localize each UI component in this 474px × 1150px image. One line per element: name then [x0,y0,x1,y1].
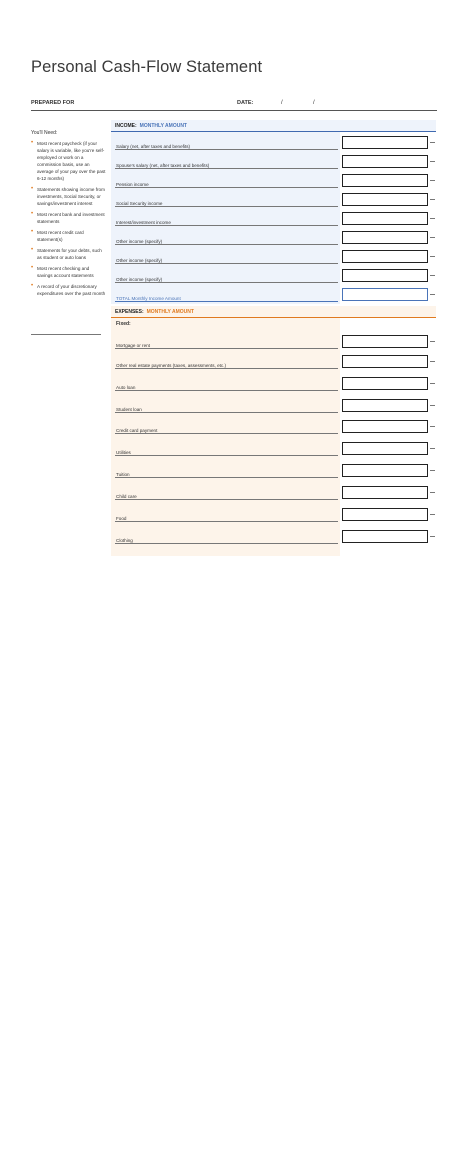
expenses-heading: EXPENSES: MONTHLY AMOUNT [115,309,194,315]
bullet-icon: • [31,140,34,146]
expense-row: Tuition [111,463,436,479]
prepared-for-line [31,110,437,111]
amount-input[interactable] [342,464,428,477]
amount-input[interactable] [342,486,428,499]
amount-input[interactable] [342,231,428,244]
needs-divider [31,334,101,335]
amount-input[interactable] [342,335,428,348]
needs-item: • Statements for your debts, such as student or auto loans [31,247,102,260]
expense-row: Mortgage or rent [111,334,436,350]
prepared-for-label: PREPARED FOR [31,100,75,106]
income-total-row: TOTAL Monthly Income Amount [111,287,436,303]
needs-item: • Most recent checking and savings account statements [31,265,94,278]
bullet-icon: • [31,229,34,235]
income-row: Social Security income [111,192,436,208]
amount-input[interactable] [342,355,428,368]
income-row: Salary (net, after taxes and benefits) [111,135,436,151]
amount-input[interactable] [342,442,428,455]
needs-item: • Most recent paycheck (if your salary is variable, like you're self-employed or work on a commission basis, use an average of your pay over the past 6-12 months) [31,140,106,181]
amount-input[interactable] [342,136,428,149]
amount-input[interactable] [342,377,428,390]
amount-input[interactable] [342,174,428,187]
date-slash-1: / [281,100,283,106]
amount-input[interactable] [342,420,428,433]
income-row: Spouse's salary (net, after taxes and benefits) [111,154,436,170]
income-row: Other income (specify) [111,249,436,265]
expenses-section [111,306,436,556]
income-row: Other income (specify) [111,230,436,246]
amount-input[interactable] [342,250,428,263]
needs-item: • A record of your discretionary expenditures over the past month [31,283,106,296]
total-amount-input[interactable] [342,288,428,301]
expense-row: Clothing [111,529,436,545]
needs-item: • Most recent credit card statement(s) [31,229,84,242]
needs-heading: You'll Need: [31,130,58,136]
expense-row: Child care [111,485,436,501]
income-row: Interest/investment income [111,211,436,227]
expense-row: Auto loan [111,376,436,392]
needs-list [31,140,106,301]
expense-row: Utilities [111,441,436,457]
bullet-icon: • [31,247,34,253]
amount-input[interactable] [342,269,428,282]
expense-row: Food [111,507,436,523]
amount-input[interactable] [342,212,428,225]
expense-row: Other real estate payments (taxes, assessments, etc.) [111,354,436,370]
page-title: Personal Cash-Flow Statement [31,58,263,76]
date-label: DATE: [237,100,254,106]
bullet-icon: • [31,211,34,217]
bullet-icon: • [31,186,34,192]
amount-input[interactable] [342,399,428,412]
bullet-icon: • [31,283,34,289]
expense-row: Credit card payment [111,419,436,435]
date-slash-2: / [313,100,315,106]
fixed-label: Fixed: [116,321,131,327]
needs-item: • Most recent bank and investment statements [31,211,105,224]
income-section [111,120,436,304]
income-row: Other income (specify) [111,268,436,284]
expense-row: Student loan [111,398,436,414]
amount-input[interactable] [342,508,428,521]
income-heading: INCOME: MONTHLY AMOUNT [115,123,187,129]
income-row: Pension income [111,173,436,189]
amount-input[interactable] [342,155,428,168]
needs-item: • Statements showing income from investments, Social Security, or savings/investment interest [31,186,105,206]
amount-input[interactable] [342,193,428,206]
bullet-icon: • [31,265,34,271]
amount-input[interactable] [342,530,428,543]
